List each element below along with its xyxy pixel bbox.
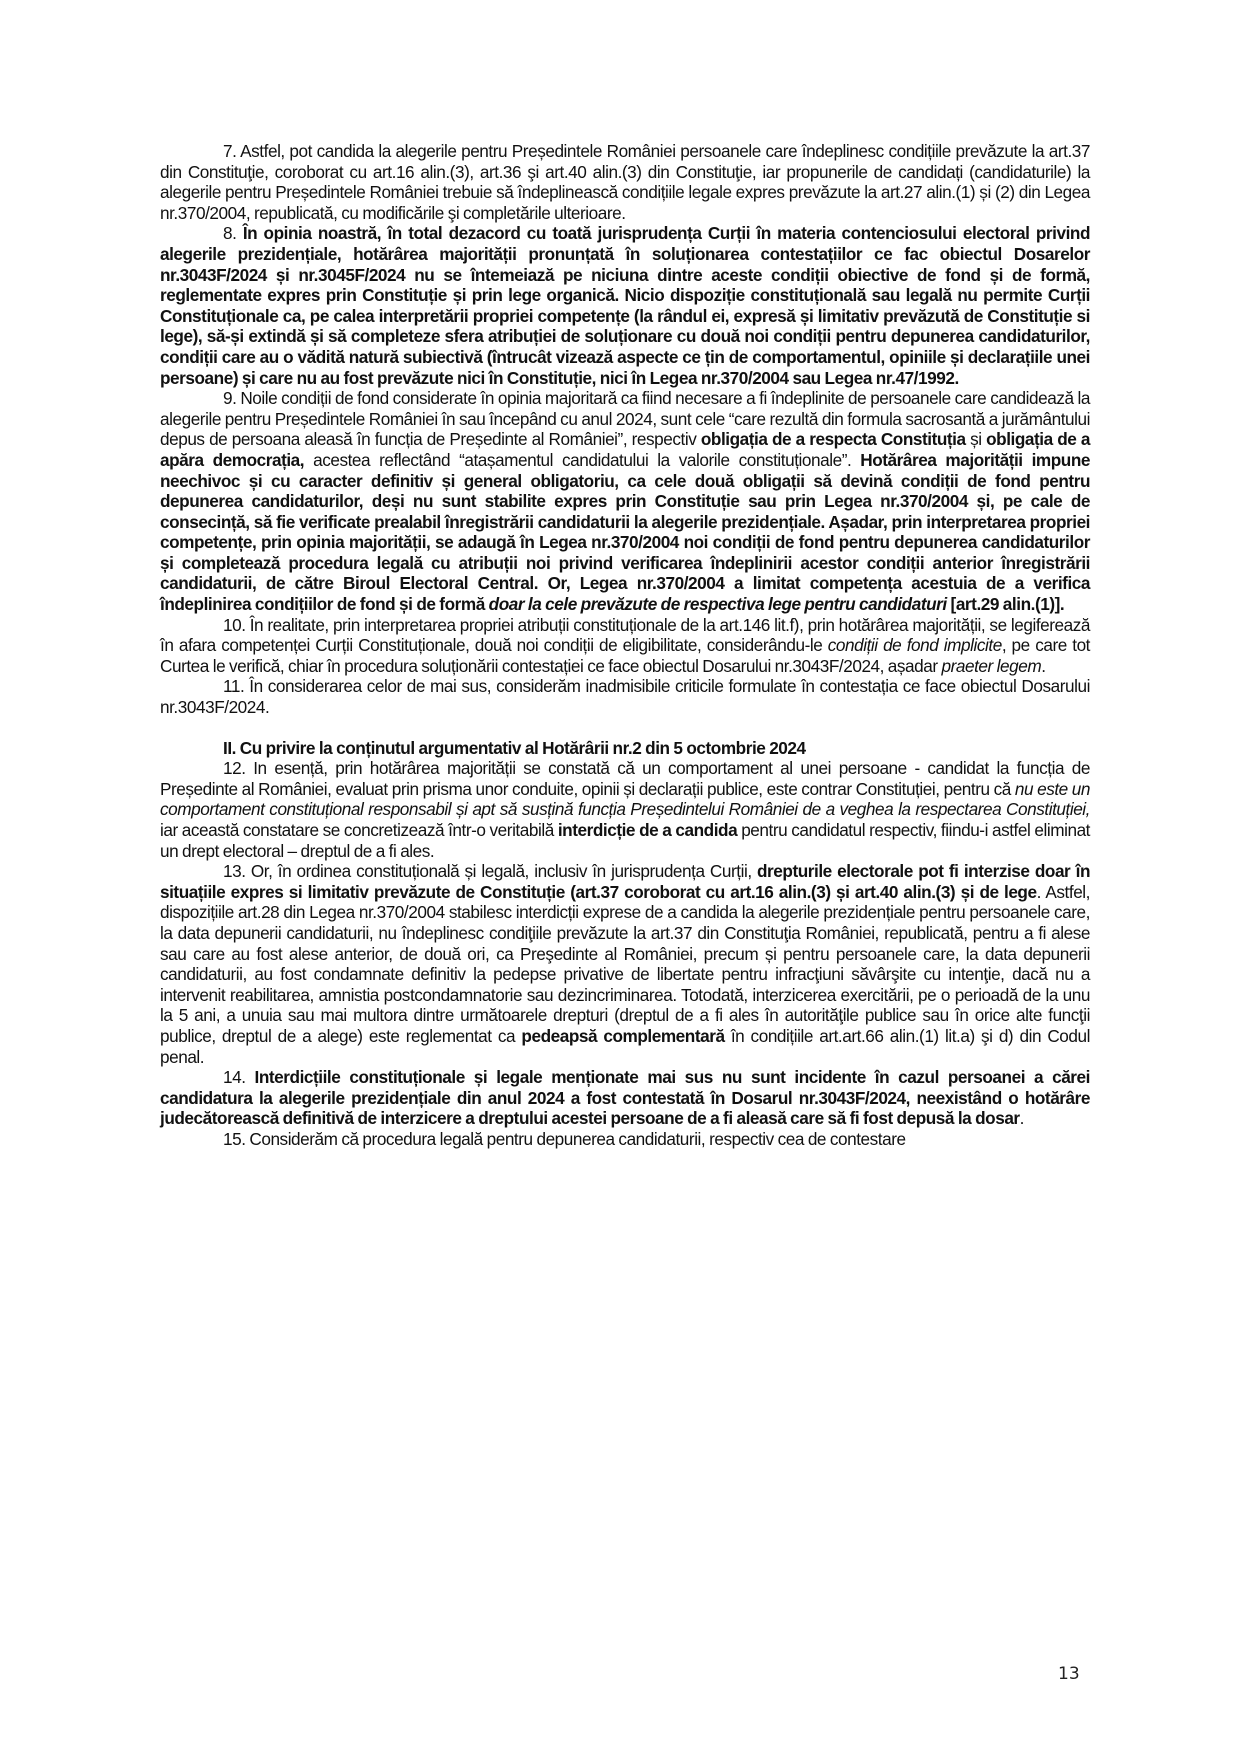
text-run: . bbox=[1041, 655, 1046, 676]
text-run: iar această constatare se concretizează într-o veritabilă bbox=[160, 820, 558, 840]
paragraph-p14 bbox=[160, 1067, 1090, 1129]
text-run: 13. Or, în ordinea constituțională și legală, inclusiv în jurisprudența Curții, bbox=[223, 861, 757, 882]
paragraph-p12 bbox=[160, 758, 1090, 861]
text-run: 10. În realitate, prin interpretarea propriei atribuții constituționale de la art.146 lit.f), prin hotărârea majorității, se legiferează în afara competenței Curții Constituționale, două noi condiții de eligibilitate, considerându-le bbox=[160, 614, 1090, 656]
bold-text: obligația de a apăra democrația, bbox=[160, 429, 1090, 470]
bold-text: Hotărârea majorității impune neechivoc și cu caracter definitiv și general obligatoriu, ca cele două obligații să devină condiții de fond pentru depunerea candidaturilor, deși nu sunt stabilite expres prin Constituție sau prin Legea nr.370/2004 și, pe cale de consecință, să fie verificate prealabil înregistrării candidaturii la alegerile prezidențiale. Așadar, prin interpretarea propriei competențe, prin opinia majorității, se adaugă în Legea nr.370/2004 noi condiții de fond pentru depunerea candidaturilor și completează procedura legală cu atribuții noi privind verificarea îndeplinirii acestor condiții anterior înregistrării candidaturii, de către Biroul Electoral Central. Or, Legea nr.370/2004 a limitat competența acestuia de a verifica îndeplinirea condițiilor de fond și de formă bbox=[160, 449, 1091, 615]
text-run: 7. Astfel, pot candida la alegerile pentru Președintele României persoanele care îndeplinesc condițiile prevăzute la art.37 din Constituţie, coroborat cu art.16 alin.(3), art.36 şi art.40 alin.(3) din Constituţie, iar propunerile de candidați (candidaturile) la alegerile pentru Președintele României trebuie să îndeplinească condițiile legale expres prevăzute la art.27 alin.(1) și (2) din Legea nr.370/2004, republicată, cu modificările şi completările ulterioare. bbox=[160, 141, 1090, 223]
text-run: în condițiile art.art.66 alin.(1) lit.a) şi d) din Codul penal. bbox=[160, 1025, 1090, 1067]
text-run: 12. In esență, prin hotărârea majorității se constată că un comportament al unei persoane - candidat la funcția de Președinte al României, evaluat prin prisma unor conduite, opinii și declarații publice, este contrar Constituției, pentru că bbox=[160, 758, 1090, 799]
paragraph-p7 bbox=[160, 141, 1090, 223]
text-run: 9. Noile condiții de fond considerate în opinia majoritară ca fiind necesare a fi îndeplinite de persoanele care candidează la alegerile pentru Președintele României în sau începând cu anul 2024, sunt cele “care rezultă din formula sacrosantă a jurământului depus de persoana aleasă în funcția de Președinte al României”, respectiv bbox=[160, 388, 1090, 450]
text-run: 14. bbox=[223, 1067, 255, 1088]
bold-text: pedeapsă complementară bbox=[521, 1025, 725, 1046]
bold-text: II. Cu privire la conținutul argumentativ al Hotărârii nr.2 din 5 octombrie 2024 bbox=[223, 737, 806, 758]
text-run: . Astfel, dispozițiile art.28 din Legea nr.370/2004 stabilesc interdicții exprese de a candida la alegerile prezidențiale pentru persoanele care, la data depunerii candidaturii, nu îndeplinesc condiţiile prevăzute la art.37 din Constituţia României, republicată, pentru a fi alese sau care au fost alese anterior, de două ori, ca Preşedinte al României, precum și pentru persoanele care, la data depunerii candidaturii, au fost condamnate definitiv la pedepse privative de libertate pentru infracţiuni săvârşite cu intenţie, dacă nu a intervenit reabilitarea, amnistia postcondamnatorie sau dezincriminarea. Totodată, interzicerea exercitării, pe o perioadă de la unu la 5 ani, a unuia sau mai multora dintre următoarele drepturi (dreptul de a fi ales în autorităţile publice sau în orice alte funcţii publice, dreptul de a alege) este reglementat ca bbox=[160, 881, 1091, 1046]
bold-text: drepturile electorale pot fi interzise doar în situațiile expres si limitativ prevăzute de Constituție (art.37 coroborat cu art.16 alin.(3) și art.40 alin.(3) și de lege bbox=[160, 861, 1090, 902]
paragraph-p11 bbox=[160, 676, 1090, 717]
paragraph-p9 bbox=[160, 388, 1090, 615]
italic-text: condiții de fond implicite bbox=[827, 635, 1002, 656]
bold-italic-text: doar la cele prevăzute de respectiva lege pentru candidaturi bbox=[488, 594, 947, 615]
paragraph-p8 bbox=[160, 223, 1090, 388]
bold-text: În opinia noastră, în total dezacord cu toată jurisprudența Curții în materia contenciosului electoral privind alegerile prezidențiale, hotărârea majorității pronunțată în soluționarea contestațiilor ce fac obiectul Dosarelor nr.3043F/2024 și nr.3045F/2024 nu se întemeiază pe niciuna dintre aceste condiții obiective de fond și de formă, reglementate expres prin Constituție și prin lege organică. Nicio dispoziție constituțională sau legală nu permite Curții Constituționale ca, pe calea interpretării propriei competențe (la rândul ei, expresă și limitativ prevăzută de Constituție si lege), să-și extindă și să completeze sfera atribuției de soluționare cu două noi condiții pentru depunerea candidaturilor, condiții care au o vădită natură subiectivă (întrucât vizează aspecte ce țin de comportamentul, opiniile și declarațiile unei persoane) și care nu au fost prevăzute nici în Constituție, nici în Legea nr.370/2004 sau Legea nr.47/1992. bbox=[160, 223, 1090, 388]
page-number: 13 bbox=[1058, 1664, 1080, 1684]
text-run: 8. bbox=[223, 223, 243, 244]
section-spacer bbox=[160, 718, 1090, 738]
paragraph-p13 bbox=[160, 861, 1090, 1067]
bold-text: obligația de a respecta Constituția bbox=[700, 429, 966, 450]
italic-text: nu este un comportament constituțional responsabil și apt să susțină funcția Președintelui României de a veghea la respectarea Constituției, bbox=[160, 778, 1090, 820]
paragraph-p15 bbox=[160, 1129, 1090, 1150]
text-run: 11. În considerarea celor de mai sus, considerăm inadmisibile criticile formulate în contestația ce face obiectul Dosarului nr.3043F/2024. bbox=[160, 676, 1090, 718]
paragraph-p10 bbox=[160, 615, 1090, 677]
section-heading bbox=[160, 738, 1090, 759]
text-run: pentru candidatul respectiv, fiindu-i astfel eliminat un drept electoral – dreptul de a fi ales. bbox=[160, 820, 1090, 861]
italic-text: praeter legem bbox=[941, 655, 1042, 676]
bold-text: Interdicțiile constituționale și legale menționate mai sus nu sunt incidente în cazul persoanei a cărei candidatura la alegerile prezidențiale din anul 2024 a fost contestată în Dosarul nr.3043F/2024, neexistând o hotărâre judecătorească definitivă de interzicere a dreptului acestei persoane de a fi aleasă care să fi fost depusă la dosar bbox=[160, 1067, 1090, 1129]
text-run: , pe care tot Curtea le verifică, chiar în procedura soluționării contestației ce face obiectul Dosarului nr.3043F/2024, așadar bbox=[160, 635, 1091, 676]
bold-text: [art.29 alin.(1)]. bbox=[946, 594, 1065, 615]
bold-text: interdicție de a candida bbox=[557, 820, 738, 840]
text-run: 15. Considerăm că procedura legală pentru depunerea candidaturii, respectiv cea de contestare bbox=[223, 1128, 906, 1149]
text-run: acestea reflectând “atașamentul candidatului la valorile constituționale”. bbox=[304, 449, 861, 470]
text-run: . bbox=[1019, 1108, 1024, 1129]
document-page bbox=[160, 141, 1090, 1150]
text-run: și bbox=[965, 429, 987, 450]
